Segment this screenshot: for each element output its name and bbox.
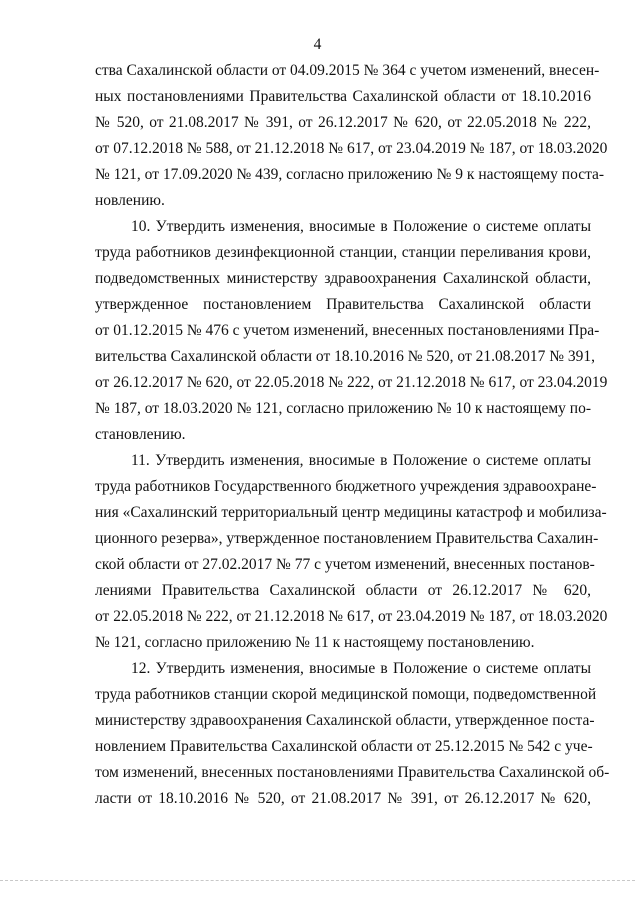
text-line: от 22.05.2018 № 222, от 21.12.2018 № 617, от 23.04.2019 № 187, от 18.03.2020 [95,608,608,625]
text-line: ласти от 18.10.2016 № 520, от 21.08.2017 № 391, от 26.12.2017 № 620, [95,790,591,807]
paragraph-11-first-line: 11. Утвердить изменения, вносимые в Положение о системе оплаты [131,452,591,469]
paragraph-10-first-line: 10. Утвердить изменения, вносимые в Положение о системе оплаты [131,218,591,235]
text-line: № 121, от 17.09.2020 № 439, согласно приложению № 9 к настоящему поста- [95,166,605,183]
text-line: № 187, от 18.03.2020 № 121, согласно приложению № 10 к настоящему по- [95,400,591,417]
scan-edge-divider [0,880,635,882]
text-line: лениями Правительства Сахалинской области от 26.12.2017 № 620, [95,582,591,599]
text-line: труда работников станции скорой медицинской помощи, подведомственной [95,686,597,703]
text-line: ционного резерва», утвержденное постановлением Правительства Сахалин- [95,530,599,547]
text-line: утвержденное постановлением Правительства Сахалинской области [95,296,591,313]
text-line: вительства Сахалинской области от 18.10.2016 № 520, от 21.08.2017 № 391, [95,348,596,365]
text-line: ния «Сахалинский территориальный центр медицины катастроф и мобилиза- [95,504,607,521]
text-line: труда работников дезинфекционной станции, станции переливания крови, [95,244,591,261]
text-line: ства Сахалинской области от 04.09.2015 № 364 с учетом изменений, внесен- [95,62,600,79]
text-line: становлению. [95,426,186,443]
text-line: от 26.12.2017 № 620, от 22.05.2018 № 222, от 21.12.2018 № 617, от 23.04.2019 [95,374,608,391]
text-line: ской области от 27.02.2017 № 77 с учетом изменений, внесенных постанов- [95,556,595,573]
text-line: новлением Правительства Сахалинской области от 25.12.2015 № 542 с уче- [95,738,593,755]
text-line: от 07.12.2018 № 588, от 21.12.2018 № 617, от 23.04.2019 № 187, от 18.03.2020 [95,140,608,157]
text-line: № 520, от 21.08.2017 № 391, от 26.12.2017 № 620, от 22.05.2018 № 222, [95,114,591,131]
text-line: труда работников Государственного бюджетного учреждения здравоохране- [95,478,597,495]
text-line: подведомственных министерству здравоохранения Сахалинской области, [95,270,591,287]
page-number: 4 [313,36,322,53]
text-line: министерству здравоохранения Сахалинской области, утвержденное поста- [95,712,595,729]
paragraph-12-first-line: 12. Утвердить изменения, вносимые в Положение о системе оплаты [131,660,591,677]
text-line: новлению. [95,192,165,209]
text-line: от 01.12.2015 № 476 с учетом изменений, внесенных постановлениями Пра- [95,322,600,339]
text-line: том изменений, внесенных постановлениями Правительства Сахалинской об- [95,764,610,781]
text-line: № 121, согласно приложению № 11 к настоящему постановлению. [95,634,535,651]
text-line: ных постановлениями Правительства Сахалинской области от 18.10.2016 [95,88,591,105]
